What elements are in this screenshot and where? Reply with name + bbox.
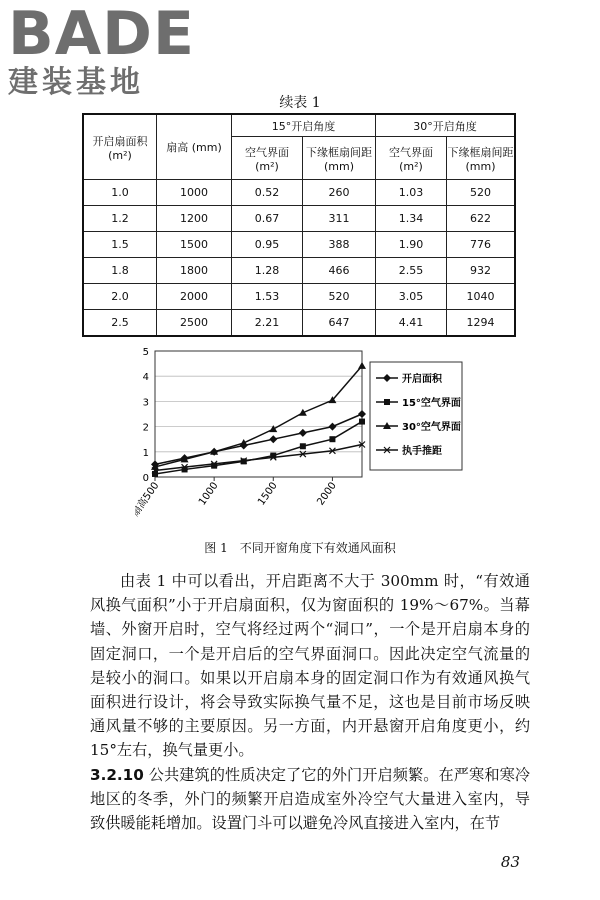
header-gap15-label: 下缘框扇间距 bbox=[306, 145, 372, 159]
x-tick-label: 2000 bbox=[315, 480, 339, 508]
table-cell: 2000 bbox=[157, 284, 232, 310]
table-row bbox=[83, 206, 515, 232]
header-air30 bbox=[376, 137, 447, 180]
y-tick-label: 3 bbox=[142, 397, 149, 409]
table-cell: 1.8 bbox=[83, 258, 157, 284]
table-cell: 311 bbox=[303, 206, 376, 232]
header-air30-unit: (m²) bbox=[399, 159, 423, 173]
header-area-unit: (m²) bbox=[108, 148, 132, 162]
table-cell: 1.90 bbox=[376, 232, 447, 258]
legend-label: 15°空气界面 bbox=[402, 398, 461, 409]
table-cell: 4.41 bbox=[376, 310, 447, 337]
x-tick-label: 1500 bbox=[256, 480, 280, 508]
table-cell: 1.53 bbox=[232, 284, 303, 310]
header-air15 bbox=[232, 137, 303, 180]
data-point bbox=[328, 423, 336, 431]
x-tick-label: 1000 bbox=[196, 480, 221, 508]
table-cell: 2.21 bbox=[232, 310, 303, 337]
legend-label: 执手推距 bbox=[402, 446, 442, 457]
data-point bbox=[299, 429, 307, 437]
data-point bbox=[358, 410, 366, 418]
header-gap30 bbox=[447, 137, 516, 180]
table-cell: 1.2 bbox=[83, 206, 157, 232]
data-point bbox=[329, 436, 335, 442]
header-gap15-unit: (mm) bbox=[323, 159, 354, 173]
header-gap30-unit: (mm) bbox=[465, 159, 496, 173]
y-tick-label: 5 bbox=[142, 347, 149, 358]
table-cell: 1000 bbox=[157, 180, 232, 206]
y-tick-label: 1 bbox=[142, 447, 149, 459]
table-cell: 647 bbox=[303, 310, 376, 337]
table-caption: 续表 1 bbox=[279, 95, 321, 111]
table-cell: 1.34 bbox=[376, 206, 447, 232]
table-cell: 260 bbox=[303, 180, 376, 206]
table-cell: 2500 bbox=[157, 310, 232, 337]
y-tick-label: 4 bbox=[142, 372, 149, 384]
section-text: 公共建筑的性质决定了它的外门开启频繁。在严寒和寒冷地区的冬季，外门的频繁开启造成室外冷空气大量进入室内，导致供暖能耗增加。设置门斗可以避免冷风直接进入室内，在节 bbox=[90, 765, 531, 833]
header-air30-label: 空气界面 bbox=[389, 145, 433, 159]
logo-word: BADE bbox=[8, 0, 195, 69]
y-tick-label: 0 bbox=[142, 473, 149, 484]
watermark-logo bbox=[8, 0, 195, 100]
data-point bbox=[269, 435, 277, 443]
figure-caption: 图 1 不同开窗角度下有效通风面积 bbox=[204, 541, 396, 555]
data-point bbox=[269, 425, 277, 432]
x-tick-label: 扇高500 bbox=[135, 480, 162, 519]
y-tick-label: 2 bbox=[142, 422, 149, 434]
table-cell: 1500 bbox=[157, 232, 232, 258]
table-cell: 1.03 bbox=[376, 180, 447, 206]
table-cell: 1200 bbox=[157, 206, 232, 232]
table-cell: 2.55 bbox=[376, 258, 447, 284]
logo-subtitle: 建装基地 bbox=[8, 65, 144, 100]
header-height: 扇高 (mm) bbox=[157, 114, 232, 180]
table-cell: 1.28 bbox=[232, 258, 303, 284]
table-header-row bbox=[83, 114, 515, 137]
table-row bbox=[83, 258, 515, 284]
chart-svg bbox=[135, 342, 465, 532]
table-cell: 932 bbox=[447, 258, 516, 284]
paragraph-3-2-10 bbox=[90, 763, 530, 836]
header-air15-label: 空气界面 bbox=[245, 145, 289, 159]
table-row bbox=[83, 180, 515, 206]
table-cell: 1.0 bbox=[83, 180, 157, 206]
table-cell: 0.52 bbox=[232, 180, 303, 206]
table-cell: 2.5 bbox=[83, 310, 157, 337]
table-cell: 1800 bbox=[157, 258, 232, 284]
paragraph: 由表 1 中可以看出，开启距离不大于 300mm 时，“有效通风换气面积”小于开启扇面积，仅为窗面积的 19%～67%。当幕墙、外窗开启时，空气将经过两个“洞口”，一个是开启扇本身的固定洞口，一个是开启后的空气界面洞口。因此决定空气流量的是较小的洞口。如果以开启扇本身的固定洞口作为有效通风换气面积进行设计，将会导致实际换气量不足，这也是目前市场反映通风量不够的主要原因。另一方面，内开悬窗开启角度更小，约 15°左右，换气量更小。 bbox=[90, 572, 530, 760]
data-table bbox=[82, 113, 516, 337]
legend-label: 开启面积 bbox=[402, 374, 442, 385]
table-row bbox=[83, 310, 515, 337]
table-cell: 1.5 bbox=[83, 232, 157, 258]
body-text bbox=[90, 569, 530, 835]
header-area bbox=[83, 114, 157, 180]
table-cell: 0.95 bbox=[232, 232, 303, 258]
table-cell: 622 bbox=[447, 206, 516, 232]
table-cell: 466 bbox=[303, 258, 376, 284]
table-cell: 0.67 bbox=[232, 206, 303, 232]
table-row bbox=[83, 232, 515, 258]
table-cell: 520 bbox=[303, 284, 376, 310]
legend-label: 30°空气界面 bbox=[402, 422, 461, 433]
data-point bbox=[359, 419, 365, 425]
section-number: 3.2.10 bbox=[90, 765, 144, 784]
data-point bbox=[358, 362, 366, 369]
header-gap30-label: 下缘框扇间距 bbox=[447, 145, 514, 159]
table-cell: 2.0 bbox=[83, 284, 157, 310]
table-cell: 388 bbox=[303, 232, 376, 258]
line-chart bbox=[135, 342, 465, 536]
table-cell: 1040 bbox=[447, 284, 516, 310]
header-group-15: 15°开启角度 bbox=[232, 114, 376, 137]
header-gap15 bbox=[303, 137, 376, 180]
table-cell: 1294 bbox=[447, 310, 516, 337]
table-cell: 520 bbox=[447, 180, 516, 206]
data-point bbox=[300, 443, 306, 449]
header-group-30: 30°开启角度 bbox=[376, 114, 516, 137]
table-row bbox=[83, 284, 515, 310]
page-number: 83 bbox=[500, 853, 520, 871]
data-point bbox=[384, 399, 390, 405]
header-area-label: 开启扇面积 bbox=[92, 134, 148, 148]
header-air15-unit: (m²) bbox=[255, 159, 279, 173]
table-cell: 3.05 bbox=[376, 284, 447, 310]
table-cell: 776 bbox=[447, 232, 516, 258]
